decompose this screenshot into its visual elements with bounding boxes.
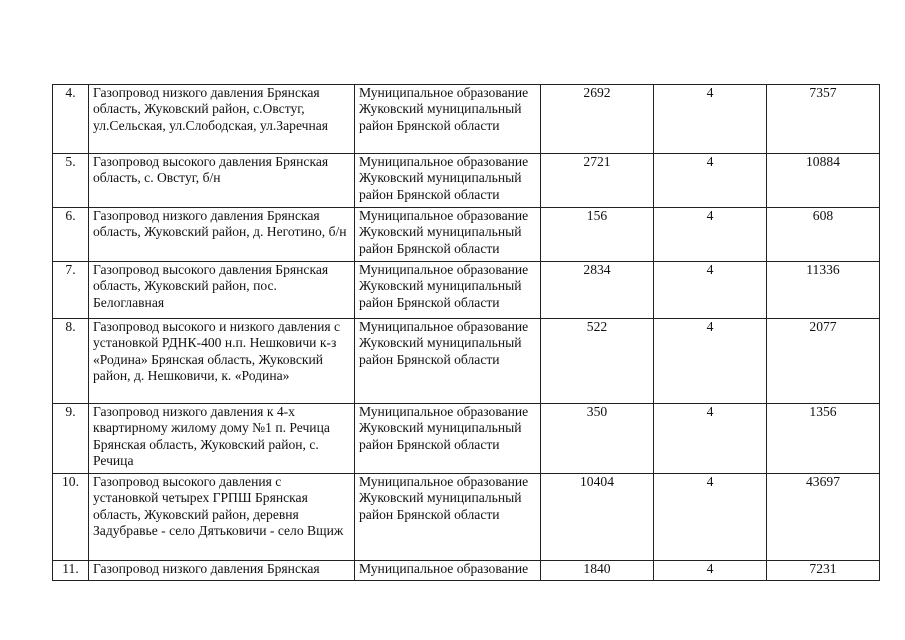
amount-value: 43697 [767, 474, 880, 561]
row-number: 5. [53, 154, 89, 208]
object-name: Газопровод низкого давления Брянская область, Жуковский район, д. Неготино, б/н [89, 208, 355, 262]
amount-value: 2077 [767, 319, 880, 404]
amount-value: 7357 [767, 85, 880, 154]
row-number: 7. [53, 262, 89, 319]
table-row [53, 319, 880, 404]
count-value: 4 [654, 208, 767, 262]
length-value: 522 [541, 319, 654, 404]
count-value: 4 [654, 154, 767, 208]
object-name: Газопровод высокого давления с установкой четырех ГРПШ Брянская область, Жуковский район, деревня Задубравье - село Дятьковичи - село Вщиж [89, 474, 355, 561]
length-value: 2692 [541, 85, 654, 154]
owner: Муниципальное образование Жуковский муниципальный район Брянской области [355, 319, 541, 404]
length-value: 1840 [541, 561, 654, 581]
object-name: Газопровод высокого и низкого давления с установкой РДНК-400 н.п. Нешковичи к-з «Родина» Брянская область, Жуковский район, д. Нешковичи, к. «Родина» [89, 319, 355, 404]
table-row [53, 404, 880, 474]
table-row [53, 85, 880, 154]
owner: Муниципальное образование [355, 561, 541, 581]
row-number: 4. [53, 85, 89, 154]
length-value: 2721 [541, 154, 654, 208]
owner: Муниципальное образование Жуковский муниципальный район Брянской области [355, 85, 541, 154]
object-name: Газопровод низкого давления Брянская область, Жуковский район, с.Овстуг, ул.Сельская, ул.Слободская, ул.Заречная [89, 85, 355, 154]
object-name: Газопровод низкого давления к 4-х квартирному жилому дому №1 п. Речица Брянская область, Жуковский район, с. Речица [89, 404, 355, 474]
owner: Муниципальное образование Жуковский муниципальный район Брянской области [355, 154, 541, 208]
count-value: 4 [654, 319, 767, 404]
owner: Муниципальное образование Жуковский муниципальный район Брянской области [355, 404, 541, 474]
amount-value: 608 [767, 208, 880, 262]
row-number: 6. [53, 208, 89, 262]
owner: Муниципальное образование Жуковский муниципальный район Брянской области [355, 208, 541, 262]
gas-pipeline-registry-table [52, 84, 880, 581]
length-value: 10404 [541, 474, 654, 561]
object-name: Газопровод высокого давления Брянская область, Жуковский район, пос. Белоглавная [89, 262, 355, 319]
count-value: 4 [654, 85, 767, 154]
table-row [53, 262, 880, 319]
row-number: 9. [53, 404, 89, 474]
count-value: 4 [654, 474, 767, 561]
length-value: 2834 [541, 262, 654, 319]
row-number: 11. [53, 561, 89, 581]
table-row [53, 561, 880, 581]
length-value: 156 [541, 208, 654, 262]
amount-value: 7231 [767, 561, 880, 581]
table-row [53, 474, 880, 561]
count-value: 4 [654, 561, 767, 581]
amount-value: 10884 [767, 154, 880, 208]
table-row [53, 208, 880, 262]
owner: Муниципальное образование Жуковский муниципальный район Брянской области [355, 474, 541, 561]
object-name: Газопровод высокого давления Брянская область, с. Овстуг, б/н [89, 154, 355, 208]
count-value: 4 [654, 404, 767, 474]
length-value: 350 [541, 404, 654, 474]
owner: Муниципальное образование Жуковский муниципальный район Брянской области [355, 262, 541, 319]
table-row [53, 154, 880, 208]
row-number: 10. [53, 474, 89, 561]
row-number: 8. [53, 319, 89, 404]
amount-value: 1356 [767, 404, 880, 474]
amount-value: 11336 [767, 262, 880, 319]
object-name: Газопровод низкого давления Брянская [89, 561, 355, 581]
count-value: 4 [654, 262, 767, 319]
